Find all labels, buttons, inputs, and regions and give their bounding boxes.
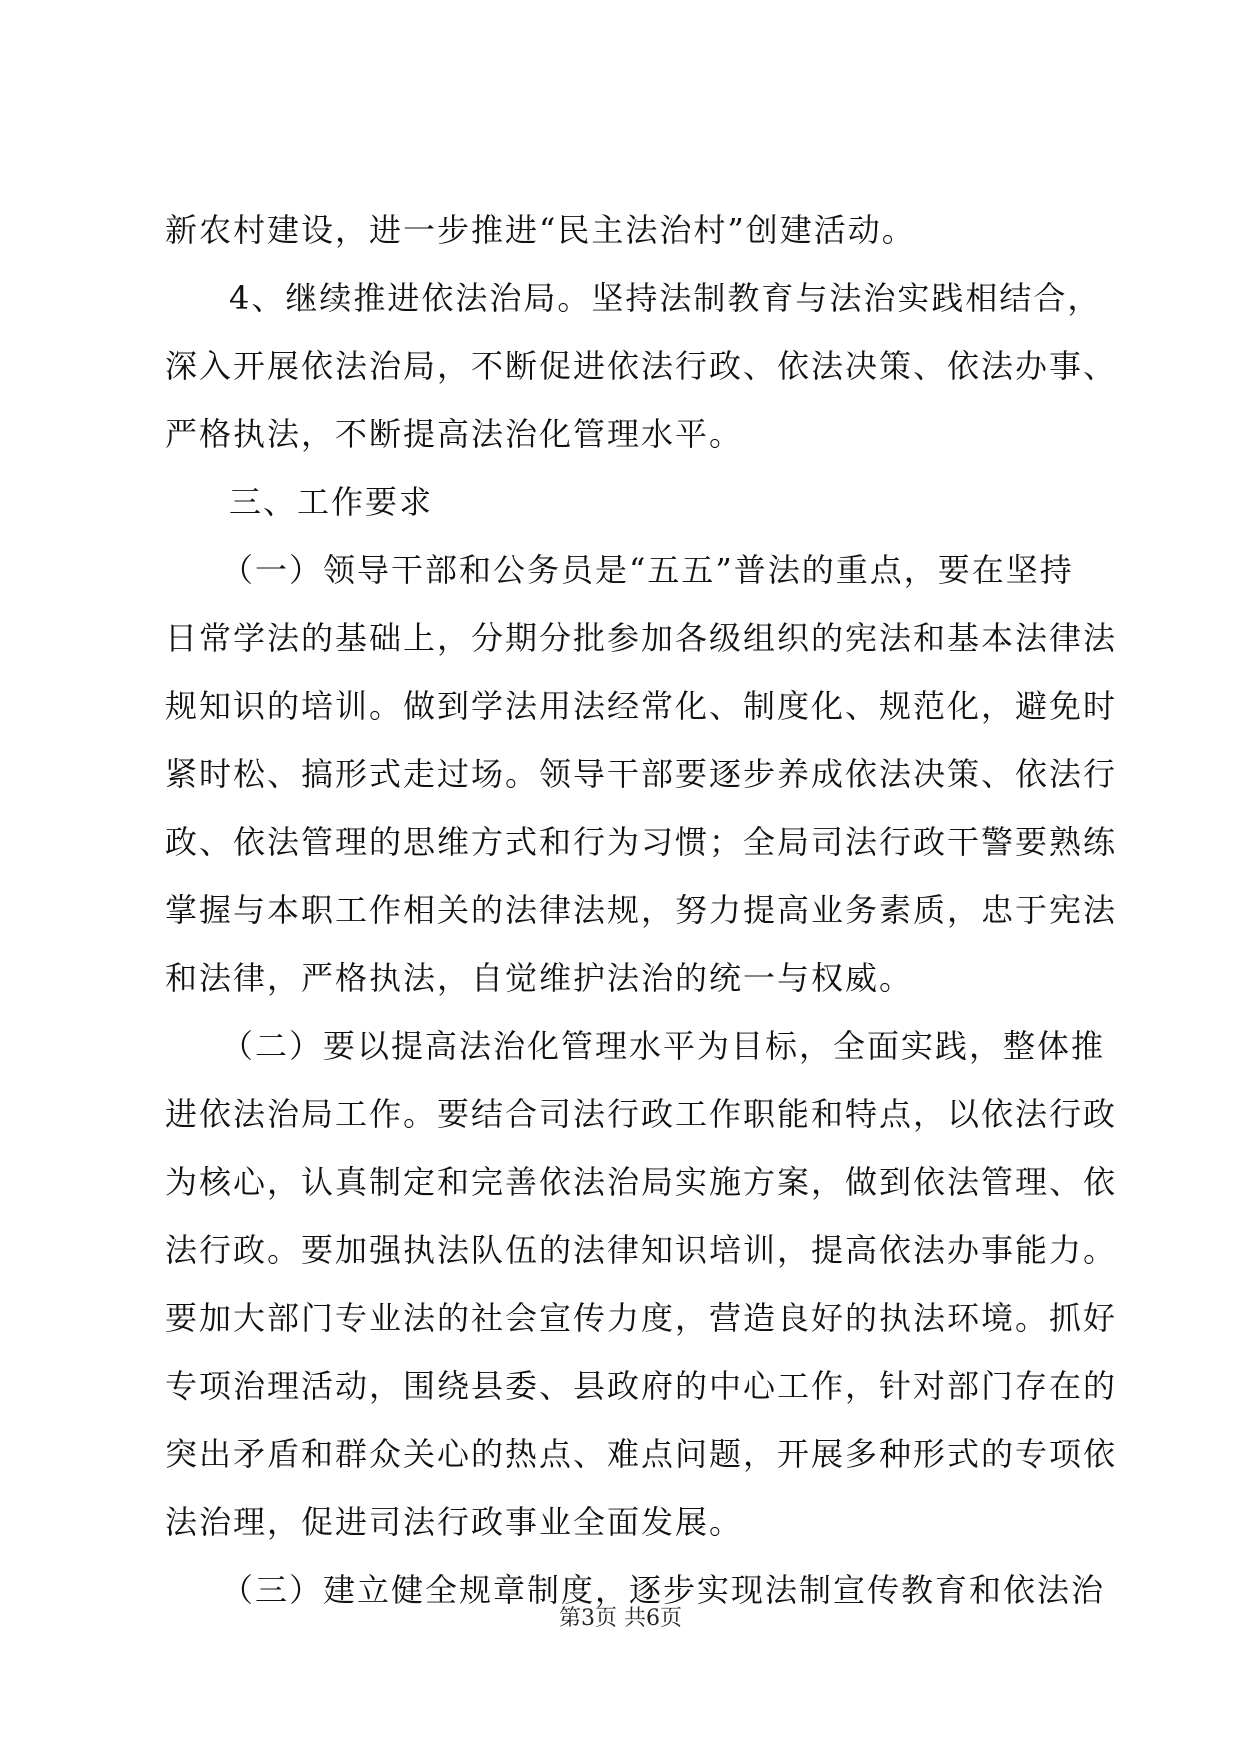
text-line: 掌握与本职工作相关的法律法规，努力提高业务素质，忠于宪法: [165, 891, 1118, 929]
text-line: 为核心，认真制定和完善依法治局实施方案，做到依法管理、依: [165, 1163, 1118, 1201]
text-line: 4、继续推进依法治局。坚持法制教育与法治实践相结合，: [229, 279, 1102, 317]
text-line: 严格执法，不断提高法治化管理水平。: [165, 415, 744, 453]
document-body: [165, 196, 1118, 1624]
text-line: （二）要以提高法治化管理水平为目标，全面实践，整体推: [221, 1027, 1106, 1065]
text-line: 法治理，促进司法行政事业全面发展。: [165, 1503, 744, 1541]
text-line: 政、依法管理的思维方式和行为习惯；全局司法行政干警要熟练: [165, 823, 1118, 861]
text-line: 新农村建设，进一步推进“民主法治村”创建活动。: [165, 211, 916, 249]
text-line: （一）领导干部和公务员是“五五”普法的重点，要在坚持: [221, 551, 1074, 589]
text-line: 日常学法的基础上，分期分批参加各级组织的宪法和基本法律法: [165, 619, 1118, 657]
section-heading: 三、工作要求: [229, 483, 434, 521]
page-number-footer: 第3页 共6页: [559, 1606, 682, 1631]
text-line: 要加大部门专业法的社会宣传力度，营造良好的执法环境。抓好: [165, 1299, 1118, 1337]
text-line: 进依法治局工作。要结合司法行政工作职能和特点，以依法行政: [165, 1095, 1118, 1133]
text-line: 和法律，严格执法，自觉维护法治的统一与权威。: [165, 959, 914, 997]
text-line: 专项治理活动，围绕县委、县政府的中心工作，针对部门存在的: [165, 1367, 1118, 1405]
text-line: 紧时松、搞形式走过场。领导干部要逐步养成依法决策、依法行: [165, 755, 1118, 793]
text-line: （三）建立健全规章制度，逐步实现法制宣传教育和依法治: [221, 1571, 1106, 1609]
text-line: 规知识的培训。做到学法用法经常化、制度化、规范化，避免时: [165, 687, 1118, 725]
text-line: 法行政。要加强执法队伍的法律知识培训，提高依法办事能力。: [165, 1231, 1118, 1269]
text-line: 突出矛盾和群众关心的热点、难点问题，开展多种形式的专项依: [165, 1435, 1118, 1473]
text-line: 深入开展依法治局，不断促进依法行政、依法决策、依法办事、: [165, 347, 1118, 385]
